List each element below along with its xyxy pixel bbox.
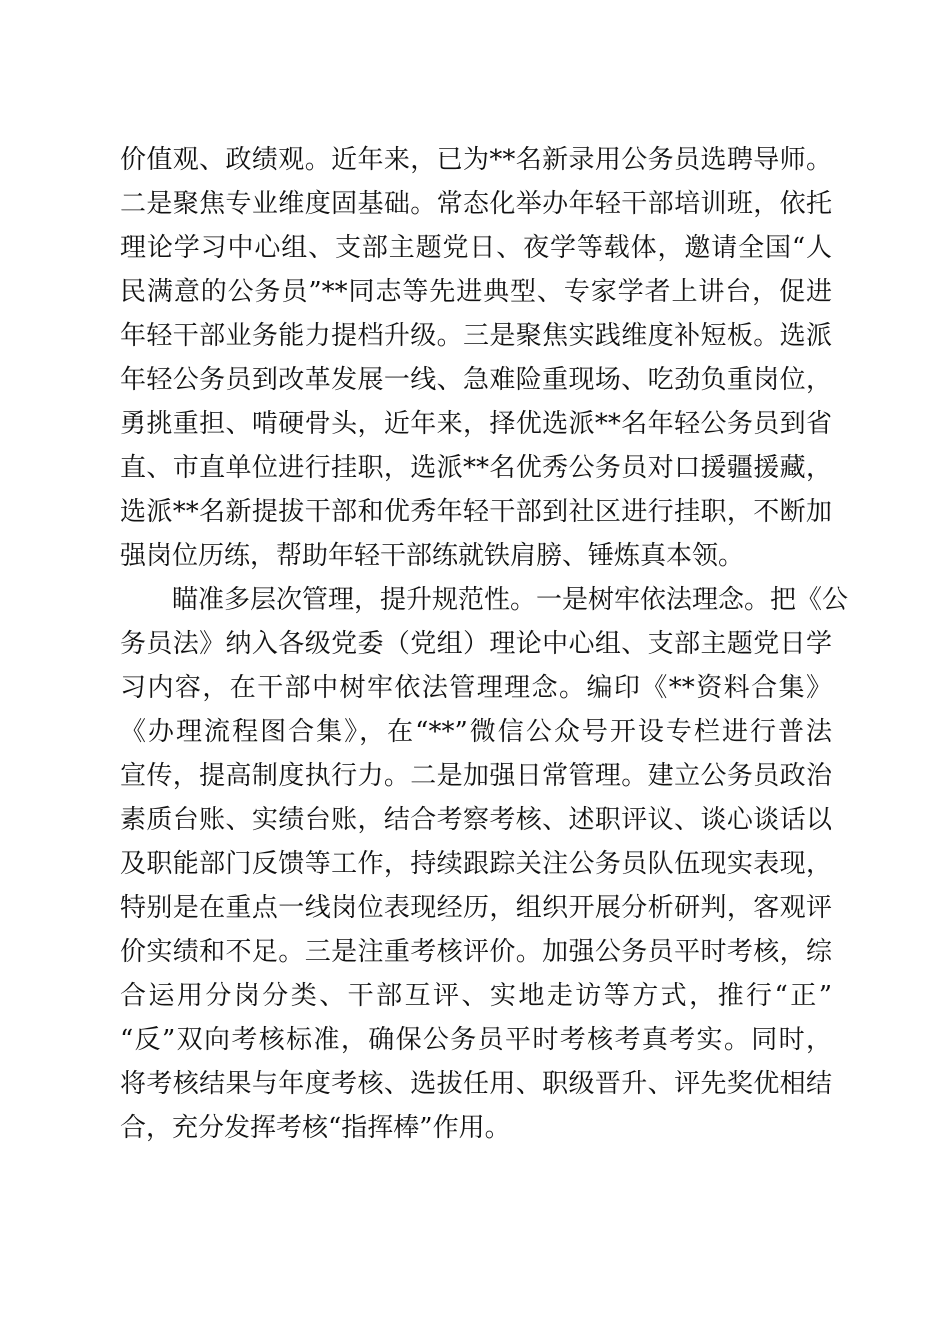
text-line: 瞄准多层次管理，提升规范性。一是树牢依法理念。把《公 (172, 585, 849, 615)
text-line: 直、市直单位进行挂职，选派**名优秀公务员对口援疆援藏， (120, 453, 832, 483)
text-line: 年轻公务员到改革发展一线、急难险重现场、吃劲负重岗位， (120, 365, 832, 395)
text-line: 素质台账、实绩台账，结合考察考核、述职评议、谈心谈话以 (120, 805, 832, 835)
text-line: 年轻干部业务能力提档升级。三是聚焦实践维度补短板。选派 (120, 321, 832, 351)
text-line: 合运用分岗分类、干部互评、实地走访等方式，推行“正” (120, 981, 832, 1011)
text-line: 勇挑重担、啃硬骨头，近年来，择优选派**名年轻公务员到省 (120, 409, 832, 439)
text-line: 及职能部门反馈等工作，持续跟踪关注公务员队伍现实表现， (120, 849, 832, 879)
text-line: 理论学习中心组、支部主题党日、夜学等载体，邀请全国“人 (120, 233, 832, 263)
text-line: 强岗位历练，帮助年轻干部练就铁肩膀、锤炼真本领。 (120, 541, 745, 571)
text-line: 价实绩和不足。三是注重考核评价。加强公务员平时考核，综 (120, 937, 832, 967)
document-body (120, 138, 849, 1150)
text-line: 宣传，提高制度执行力。二是加强日常管理。建立公务员政治 (120, 761, 832, 791)
text-line: “反”双向考核标准，确保公务员平时考核考真考实。同时， (120, 1025, 832, 1055)
text-line: 特别是在重点一线岗位表现经历，组织开展分析研判，客观评 (120, 893, 832, 923)
text-line: 民满意的公务员”**同志等先进典型、专家学者上讲台，促进 (120, 277, 832, 307)
text-line: 选派**名新提拔干部和优秀年轻干部到社区进行挂职，不断加 (120, 497, 832, 527)
text-line: 《办理流程图合集》，在“**”微信公众号开设专栏进行普法 (120, 717, 832, 747)
text-line: 将考核结果与年度考核、选拔任用、职级晋升、评先奖优相结 (120, 1069, 832, 1099)
paragraph-1 (120, 138, 832, 578)
text-line: 务员法》纳入各级党委（党组）理论中心组、支部主题党日学 (120, 629, 832, 659)
paragraph-2 (120, 578, 849, 1150)
text-line: 价值观、政绩观。近年来，已为**名新录用公务员选聘导师。 (120, 145, 832, 175)
text-line: 合，充分发挥考核“指挥棒”作用。 (120, 1113, 511, 1143)
text-line: 二是聚焦专业维度固基础。常态化举办年轻干部培训班，依托 (120, 189, 832, 219)
text-line: 习内容，在干部中树牢依法管理理念。编印《**资料合集》 (120, 673, 832, 703)
